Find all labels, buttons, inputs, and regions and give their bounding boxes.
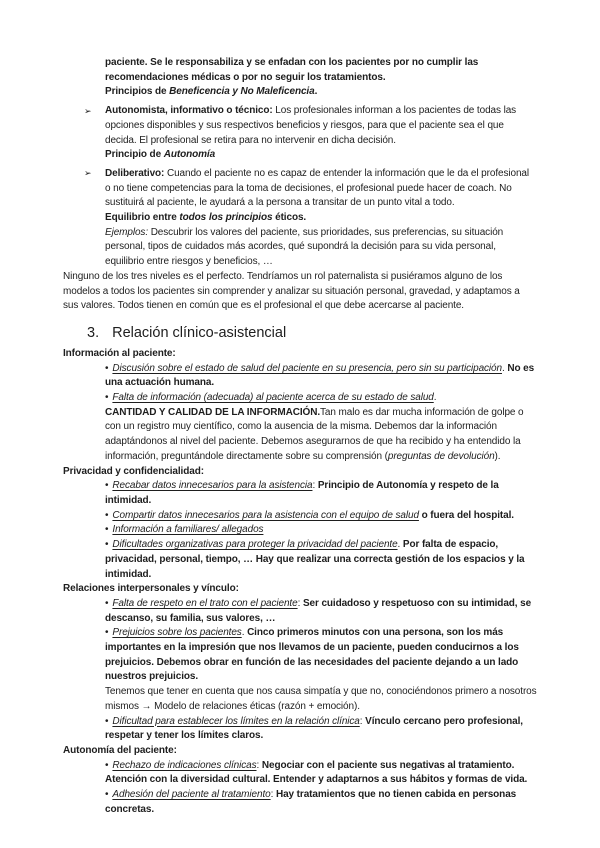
text-run: Falta de información (adecuada) al paciente acerca de su estado de salud [112,392,434,404]
text-run: : [270,789,276,801]
bullet-icon: • [105,392,109,404]
bullet-icon: • [105,480,109,492]
text-run: Dificultades organizativas para proteger la privacidad del paciente [112,539,398,551]
notes-paragraph [63,270,537,314]
text-run: Falta de respeto en el trato con el paciente [112,597,298,609]
text-run: Prejuicios sobre los pacientes [112,627,242,639]
heading-text: Relación clínico-asistencial [112,324,287,341]
text-run: . [397,539,403,551]
bullet-list-item [63,362,537,391]
notes-paragraph [63,226,537,270]
text-run: Cinco primeros minutos con una persona, son los más importantes en la impresión que nos llevamos de un paciente, pueden conducirnos a los prejuicios. Debemos obrar en función de las necesidades del paciente dejando a un lado nuestros prejuicios. [105,627,519,683]
section-title [63,347,537,362]
text-run: paciente. Se le responsabiliza y se enfadan con los pacientes por no cumplir las recomendaciones médicas o por no seguir los tratamientos. [105,57,479,83]
bullet-icon: • [105,509,109,521]
text-run: Principio de Autonomía y respeto de la intimidad. [105,480,499,506]
text-run: Privacidad y confidencialidad: [63,465,204,477]
text-run: : [359,715,366,727]
bullet-list-item [63,479,537,508]
text-run: Recabar datos innecesarios para la asistencia [112,480,313,492]
text-run: Información al paciente: [63,347,176,359]
arrow-bullet-icon: ➢ [84,106,92,117]
section-title [63,465,537,480]
text-run: Vínculo cercano pero profesional, respetar y tener los límites claros. [105,715,523,742]
text-run: ). [494,450,501,462]
text-run: Ninguno de los tres niveles es el perfecto. Tendríamos un rol paternalista si pusiéramos alguno de los modelos a todos los pacientes sin comprender y analizar su situación personal, gravedad, y adaptamos a sus valores. Todos tienen en común que es el profesional el que debe acercarse al paciente. [63,270,520,312]
text-run: Tenemos que tener en cuenta que nos causa simpatía y que no, conociéndonos primero a nosotros mismos → Modelo de relaciones éticas (razón + emoción). [105,686,537,712]
text-run: o fuera del hospital. [421,509,514,521]
text-run: : [297,597,303,609]
text-run: preguntas de devolución [387,450,495,462]
notes-paragraph [63,406,537,465]
text-run: . [433,392,437,404]
text-run: Por falta de espacio, privacidad, personal, tiempo, … Hay que realizar una correcta gestión de los espacios y la intimidad. [105,539,525,580]
notes-paragraph [63,56,537,85]
document-page-content [63,56,537,817]
bullet-icon: • [105,627,109,639]
text-run: Cuando el paciente no es capaz de entender la información que le da el profesional o no tiene competencias para la toma de decisiones, el profesional puede hacer de coach. No sustituirá al paciente, le ayudará a la persona a transitar de un punto vital a todo. [105,167,530,209]
text-run: Tan malo es dar mucha información de golpe o con un registro muy científico, como la ausencia de la misma. Debemos dar la información adaptándonos al nivel del paciente. Debemos asegurarnos de que ha recibido y ha entendido la información, preguntándole directamente sobre su comprensión ( [105,406,524,462]
text-run: : [256,759,262,771]
text-run: Información a familiares/ allegados [112,524,264,536]
text-run: Discusión sobre el estado de salud del paciente en su presencia, pero sin su participación [112,362,502,374]
text-run: No es una actuación humana. [105,362,535,389]
text-run: . [501,362,508,374]
bullet-icon: • [105,715,109,727]
arrow-bullet-icon: ➢ [84,169,92,180]
text-run: Los profesionales informan a los pacientes de todas las opciones disponibles y sus respectivos beneficios y riesgos, para que el paciente sea el que decida. El profesional se retira para no intervenir en dicha decisión. [105,105,517,146]
bullet-list-item [63,788,537,817]
arrow-list-item [63,167,537,211]
notes-paragraph [63,685,537,714]
text-run: Negociar con el paciente sus negativas al tratamiento. Atención con la diversidad cultural. Entender y adaptarnos a sus hábitos y formas de vida. [105,759,528,786]
section-title [63,744,537,759]
text-run: Adhesión del paciente al tratamiento [112,789,271,801]
bullet-list-item [63,523,537,538]
bullet-icon: • [105,539,109,551]
text-run: CANTIDAD Y CALIDAD DE LA INFORMACIÓN. [105,406,321,418]
bullet-icon: • [105,759,109,771]
text-run: éticos. [272,212,307,224]
text-run: Rechazo de indicaciones clínicas [112,759,257,771]
bullet-list-item [63,509,537,524]
text-run: Dificultad para establecer los límites en la relación clínica [112,715,360,727]
document-heading [63,324,537,343]
bullet-list-item [63,538,537,582]
notes-paragraph [63,148,537,163]
text-run: Beneficencia y No Maleficencia [169,86,315,98]
bullet-icon: • [105,597,109,609]
bullet-list-item [63,715,537,744]
text-run: . [314,86,318,98]
text-run: Autonomía del paciente: [63,744,177,756]
text-run: Equilibrio entre [105,212,180,224]
notes-paragraph [63,211,537,226]
bullet-icon: • [105,789,109,801]
bullet-list-item [63,597,537,626]
bullet-list-item [63,759,537,788]
section-title [63,582,537,597]
text-run: Autonomía [163,149,216,161]
text-run: todos los principios [179,212,273,224]
text-run: Ser cuidadoso y respetuoso con su intimidad, se descanso, su familia, sus valores, … [105,597,532,624]
arrow-list-item [63,104,537,148]
bullet-list-item [63,626,537,685]
text-run: Relaciones interpersonales y vínculo: [63,583,239,595]
text-run: Ejemplos: [105,226,151,238]
text-run: Compartir datos innecesarios para la asistencia con el equipo de salud [112,509,419,521]
text-run: . [241,627,248,639]
bullet-icon: • [105,524,109,536]
heading-number: 3. [87,324,100,341]
notes-paragraph [63,85,537,100]
text-run: : [312,480,318,492]
text-run: Principio de [105,149,164,161]
text-run: Descubrir los valores del paciente, sus prioridades, sus preferencias, su situación personal, tipos de cuidados más acordes, qué supondrá la decisión para su vida personal, equilibrio entre riesgos y beneficios, … [105,226,504,268]
bullet-icon: • [105,362,109,374]
text-run: Deliberativo: [105,167,167,179]
bullet-list-item [63,391,537,406]
text-run: Hay tratamientos que no tienen cabida en personas concretas. [105,789,517,815]
text-run: Principios de [105,86,170,98]
text-run: Autonomista, informativo o técnico: [105,105,276,117]
